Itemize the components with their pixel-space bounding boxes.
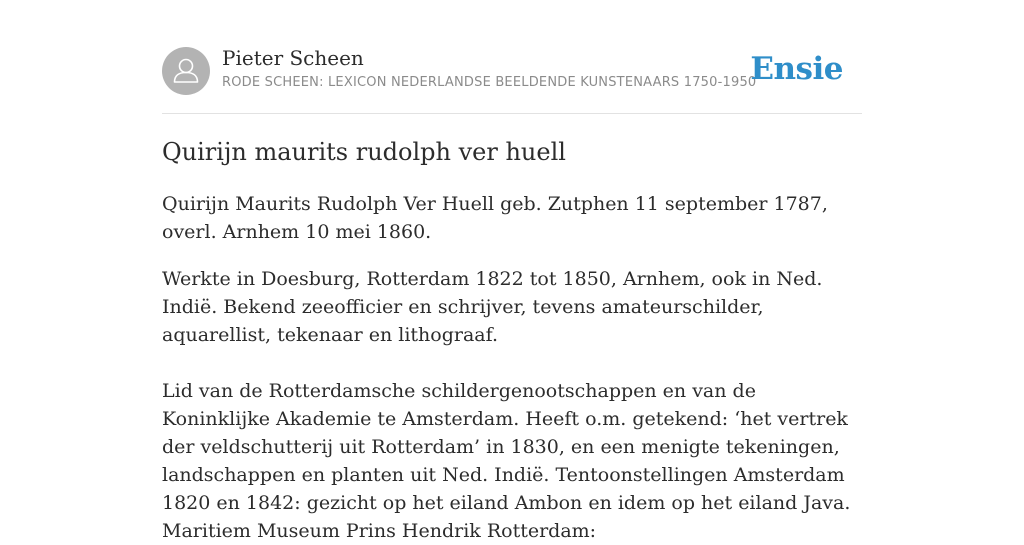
- article-title: Quirijn maurits rudolph ver huell: [162, 138, 566, 166]
- ensie-logo[interactable]: Ensie: [750, 51, 843, 87]
- source-label[interactable]: RODE SCHEEN: LEXICON NEDERLANDSE BEELDENDE KUNSTENAARS 1750-1950: [222, 75, 757, 90]
- article-paragraph: Lid van de Rotterdamsche schildergenootschappen en van de Koninklijke Akademie te Amsterdam. Heeft o.m. getekend: ‘het vertrek der veldschutterij uit Rotterdam’ in 1830, en een menigte tekeningen, landschappen en planten uit Ned. Indië. Tentoonstellingen Amsterdam 1820 en 1842: gezicht op het eiland Ambon en idem op het eiland Java. Maritiem Museum Prins Hendrik Rotterdam:: [162, 380, 851, 542]
- page-container: [162, 0, 862, 542]
- article-paragraph: Werkte in Doesburg, Rotterdam 1822 tot 1850, Arnhem, ook in Ned. Indië. Bekend zeeofficier en schrijver, tevens amateurschilder, aquarellist, tekenaar en lithograaf.: [162, 268, 823, 346]
- user-avatar-icon[interactable]: [162, 47, 210, 95]
- author-name[interactable]: Pieter Scheen: [222, 46, 364, 70]
- article-header: [162, 0, 862, 114]
- paragraph-spacer: [162, 349, 862, 377]
- article-paragraph: Quirijn Maurits Rudolph Ver Huell geb. Zutphen 11 september 1787, overl. Arnhem 10 mei 1860.: [162, 193, 828, 243]
- article-body: [162, 190, 862, 545]
